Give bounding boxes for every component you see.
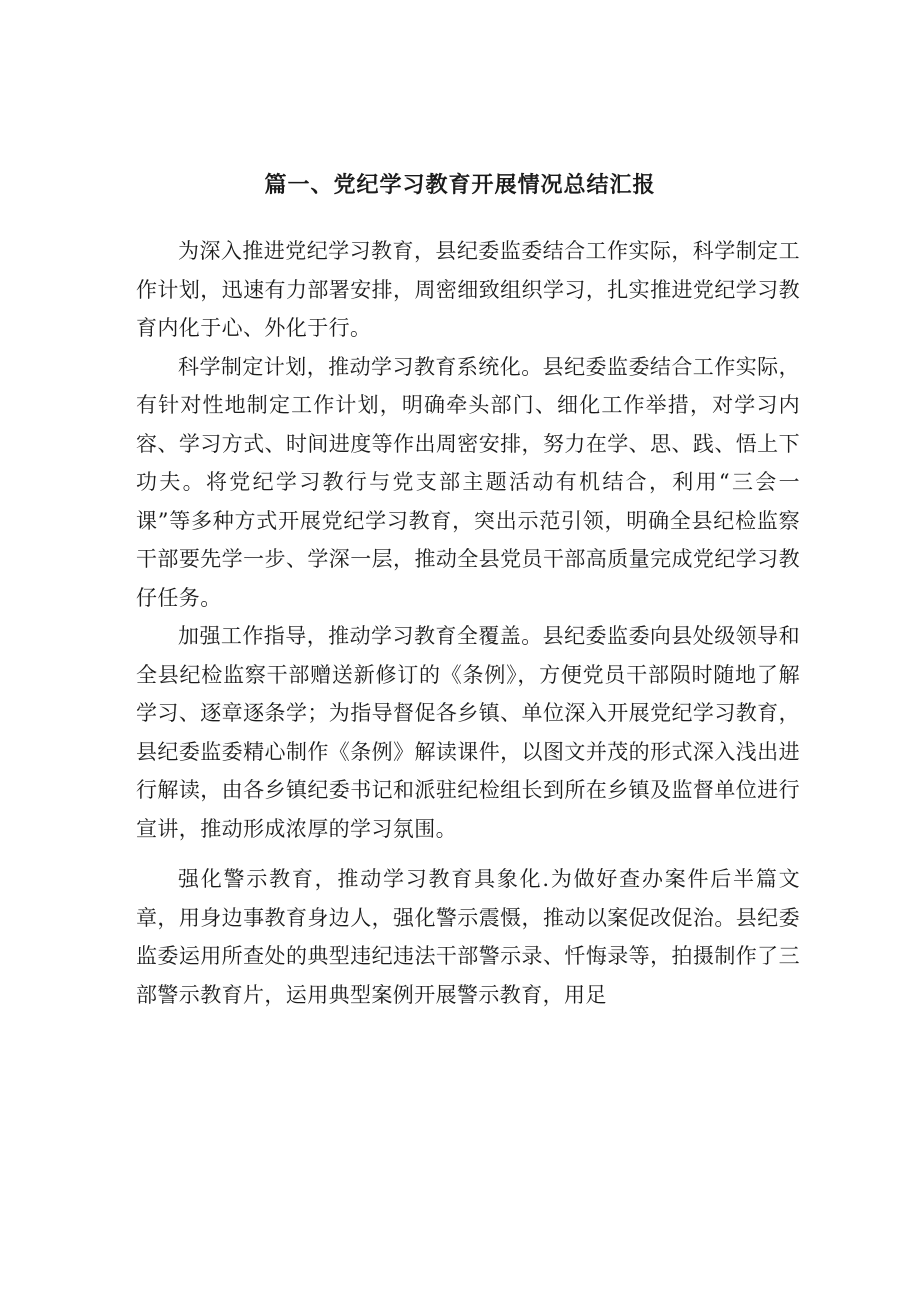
paragraph-intro: 为深入推进党纪学习教育，县纪委监委结合工作实际，科学制定工作计划，迅速有力部署安排，周密细致组织学习，扎实推进党纪学习教育内化于心、外化于行。 [136,239,800,340]
paragraph-warning: 强化警示教育，推动学习教育具象化.为做好查办案件后半篇文章，用身边事教育身边人，强化警示震慑，推动以案促改促治。县纪委监委运用所查处的典型违纪违法干部警示录、忏悔录等，拍摄制作了三部警示教育片，运用典型案例开展警示教育，用足 [136,867,800,1007]
document-body [136,232,800,1014]
paragraph-guidance: 加强工作指导，推动学习教育全覆盖。县纪委监委向县处级领导和全县纪检监察干部赠送新修订的《条例》，方便党员干部陨时随地了解学习、逐章逐条学；为指导督促各乡镇、单位深入开展党纪学习教育，县纪委监委精心制作《条例》解读课件，以图文并茂的形式深入浅出进行解读，由各乡镇纪委书记和派驻纪检组长到所在乡镇及监督单位进行宣讲，推动形成浓厚的学习氛围。 [136,624,800,841]
document-title: 篇一、党纪学习教育开展情况总结汇报 [264,173,656,198]
paragraph-plan: 科学制定计划，推动学习教育系统化。县纪委监委结合工作实际，有针对性地制定工作计划，明确牵头部门、细化工作举措，对学习内容、学习方式、时间进度等作出周密安排，努力在学、思、践、悟上下功夫。将党纪学习教行与党支部主题活动有机结合，利用“三会一课”等多种方式开展党纪学习教育，突出示范引领，明确全县纪检监察干部要先学一步、学深一层，推动全县党员干部高质量完成党纪学习教仔任务。 [136,354,800,610]
